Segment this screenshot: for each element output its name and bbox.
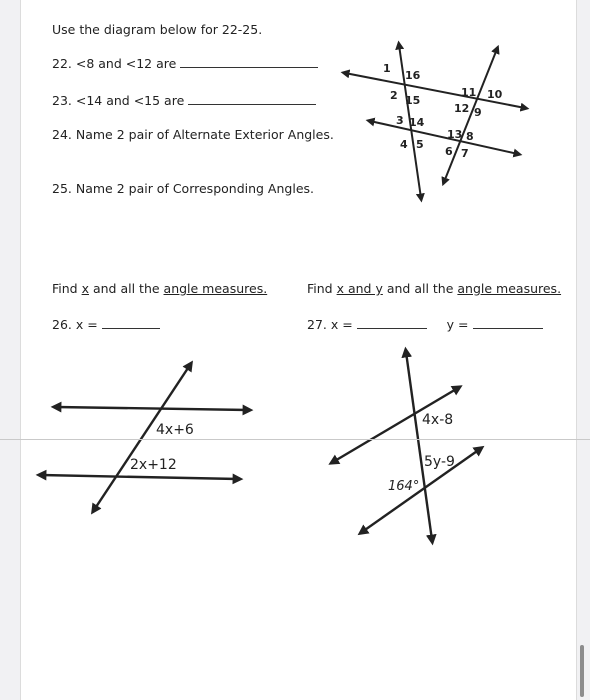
scrollbar-thumb[interactable]	[580, 645, 584, 697]
question-26-label: 26. x =	[52, 317, 98, 332]
angle-label-7: 7	[461, 147, 469, 160]
angle-label-10: 10	[487, 88, 503, 101]
parallel-line-bottom	[370, 121, 518, 154]
transversal-right	[444, 49, 497, 182]
left-diagram	[41, 365, 248, 510]
angle-label-8: 8	[466, 130, 474, 143]
right-expression-b: 5y-9	[424, 454, 455, 470]
left-parallel-bottom	[41, 475, 238, 479]
question-27-y-label: y =	[446, 317, 469, 332]
right-prompt-angle-measures: angle measures.	[457, 281, 562, 296]
right-prompt-mid: and all the	[382, 281, 458, 296]
main-diagram-angle-labels	[383, 62, 503, 160]
right-diagram	[333, 352, 480, 540]
angle-label-15: 15	[405, 94, 421, 107]
right-transversal	[406, 352, 432, 540]
angle-label-13: 13	[447, 128, 463, 141]
left-prompt-x: x	[81, 281, 89, 296]
left-expression-top: 4x+6	[156, 422, 194, 438]
angle-label-16: 16	[405, 69, 421, 82]
angle-label-6: 6	[445, 145, 453, 158]
right-prompt-x-and-y: x and y	[336, 281, 383, 296]
question-22-label: 22. <8 and <12 are	[52, 56, 177, 71]
angle-label-4: 4	[400, 138, 408, 151]
angle-label-3: 3	[396, 114, 404, 127]
left-expression-bottom: 2x+12	[130, 457, 177, 473]
right-angle-164: 164°	[388, 479, 420, 494]
angle-label-5: 5	[416, 138, 424, 151]
left-prompt-pre: Find	[52, 281, 82, 296]
left-prompt-angle-measures: angle measures.	[163, 281, 268, 296]
question-24: 24. Name 2 pair of Alternate Exterior Angles.	[52, 127, 334, 142]
main-diagram	[345, 45, 525, 198]
instruction-text: Use the diagram below for 22-25.	[52, 22, 263, 37]
left-parallel-top	[56, 407, 248, 410]
fold-line	[0, 439, 590, 440]
left-prompt-mid: and all the	[89, 281, 164, 296]
angle-label-14: 14	[409, 116, 425, 129]
question-27-x-label: 27. x =	[307, 317, 353, 332]
right-prompt-pre: Find	[307, 281, 337, 296]
question-23-label: 23. <14 and <15 are	[52, 93, 185, 108]
angle-label-1: 1	[383, 62, 391, 75]
angle-label-2: 2	[390, 89, 398, 102]
angle-label-12: 12	[454, 102, 470, 115]
angle-label-11: 11	[461, 86, 477, 99]
angle-label-9: 9	[474, 106, 482, 119]
right-expression-a: 4x-8	[422, 412, 454, 428]
question-25: 25. Name 2 pair of Corresponding Angles.	[52, 181, 314, 196]
